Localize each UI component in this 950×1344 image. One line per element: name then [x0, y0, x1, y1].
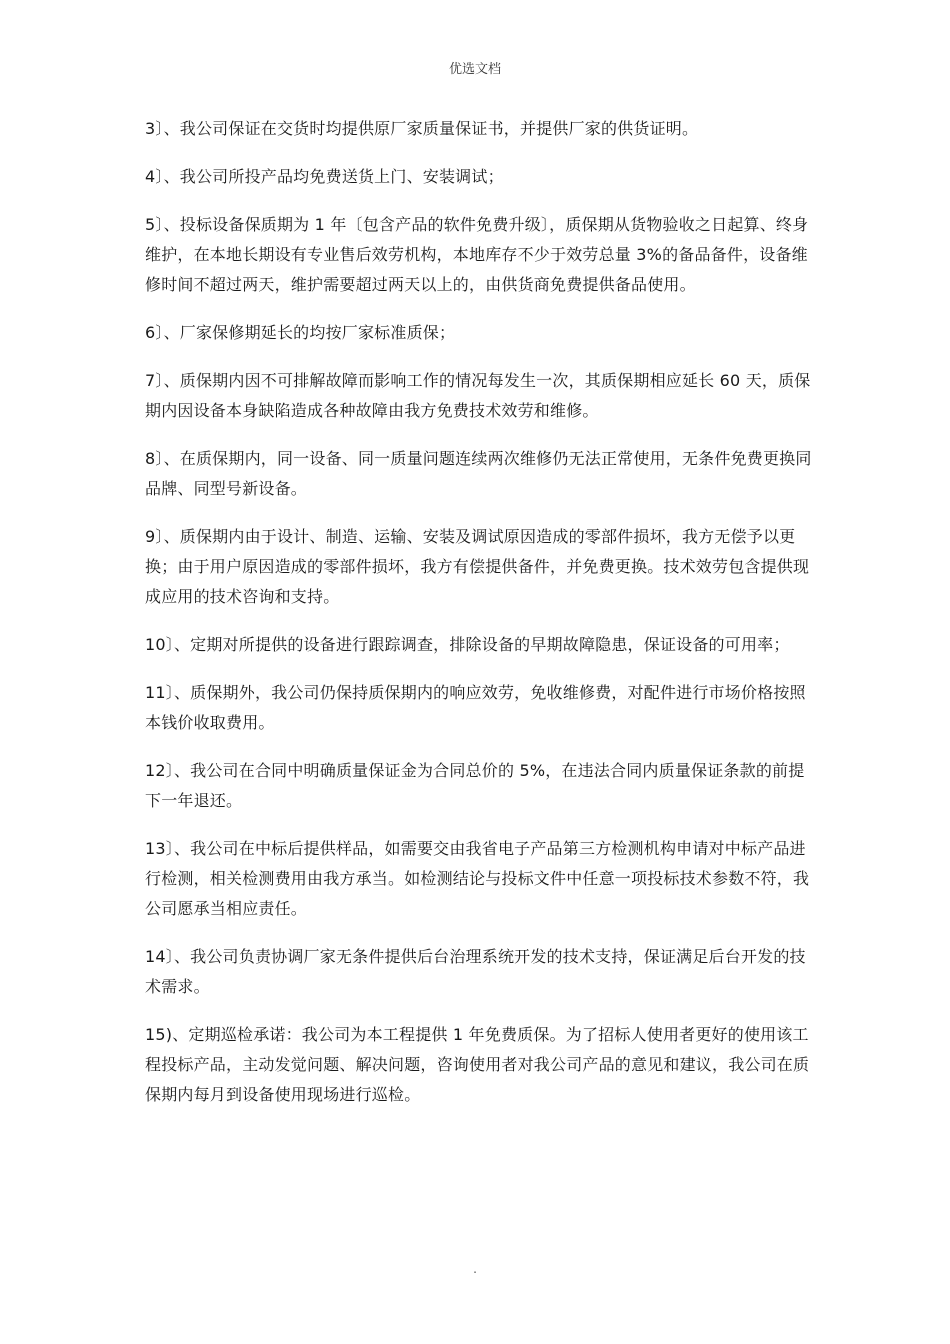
paragraph-item-13: 13〕、我公司在中标后提供样品，如需要交由我省电子产品第三方检测机构申请对中标产品进行检测，相关检测费用由我方承当。如检测结论与投标文件中任意一项投标技术参数不符，我公司愿承当相应责任。 — [145, 839, 810, 918]
paragraph-item-10: 10〕、定期对所提供的设备进行跟踪调查，排除设备的早期故障隐患，保证设备的可用率； — [145, 635, 790, 654]
paragraph-item-15: 15)、定期巡检承诺：我公司为本工程提供 1 年免费质保。为了招标人使用者更好的使用该工程投标产品，主动发觉问题、解决问题，咨询使用者对我公司产品的意见和建议，我公司在质保期内每月到设备使用现场进行巡检。 — [145, 1025, 810, 1104]
paragraph-item-5: 5〕、投标设备保质期为 1 年〔包含产品的软件免费升级〕，质保期从货物验收之日起算、终身维护，在本地长期设有专业售后效劳机构，本地库存不少于效劳总量 3%的备品备件，设备维修时间不超过两天，维护需要超过两天以上的，由供货商免费提供备品使用。 — [145, 215, 809, 294]
paragraph-item-8: 8〕、在质保期内，同一设备、同一质量问题连续两次维修仍无法正常使用，无条件免费更换同品牌、同型号新设备。 — [145, 449, 812, 498]
paragraph-item-3: 3〕、我公司保证在交货时均提供原厂家质量保证书，并提供厂家的供货证明。 — [145, 119, 699, 138]
page-header: 优选文档 — [448, 62, 501, 77]
paragraph-item-7: 7〕、质保期内因不可排解故障而影响工作的情况每发生一次，其质保期相应延长 60 天，质保期内因设备本身缺陷造成各种故障由我方免费技术效劳和维修。 — [145, 371, 811, 420]
paragraph-item-11: 11〕、质保期外，我公司仍保持质保期内的响应效劳，免收维修费，对配件进行市场价格按照本钱价收取费用。 — [145, 683, 806, 732]
document-body — [145, 114, 813, 1128]
paragraph-item-9: 9〕、质保期内由于设计、制造、运输、安装及调试原因造成的零部件损坏，我方无偿予以更换；由于用户原因造成的零部件损坏，我方有偿提供备件，并免费更换。技术效劳包含提供现成应用的技术咨询和支持。 — [145, 527, 810, 606]
page-footer-mark: . — [473, 1262, 477, 1276]
paragraph-item-12: 12〕、我公司在合同中明确质量保证金为合同总价的 5%，在违法合同内质量保证条款的前提下一年退还。 — [145, 761, 805, 810]
paragraph-item-4: 4〕、我公司所投产品均免费送货上门、安装调试； — [145, 167, 504, 186]
paragraph-item-14: 14〕、我公司负责协调厂家无条件提供后台治理系统开发的技术支持，保证满足后台开发的技术需求。 — [145, 947, 806, 996]
paragraph-item-6: 6〕、厂家保修期延长的均按厂家标准质保； — [145, 323, 456, 342]
